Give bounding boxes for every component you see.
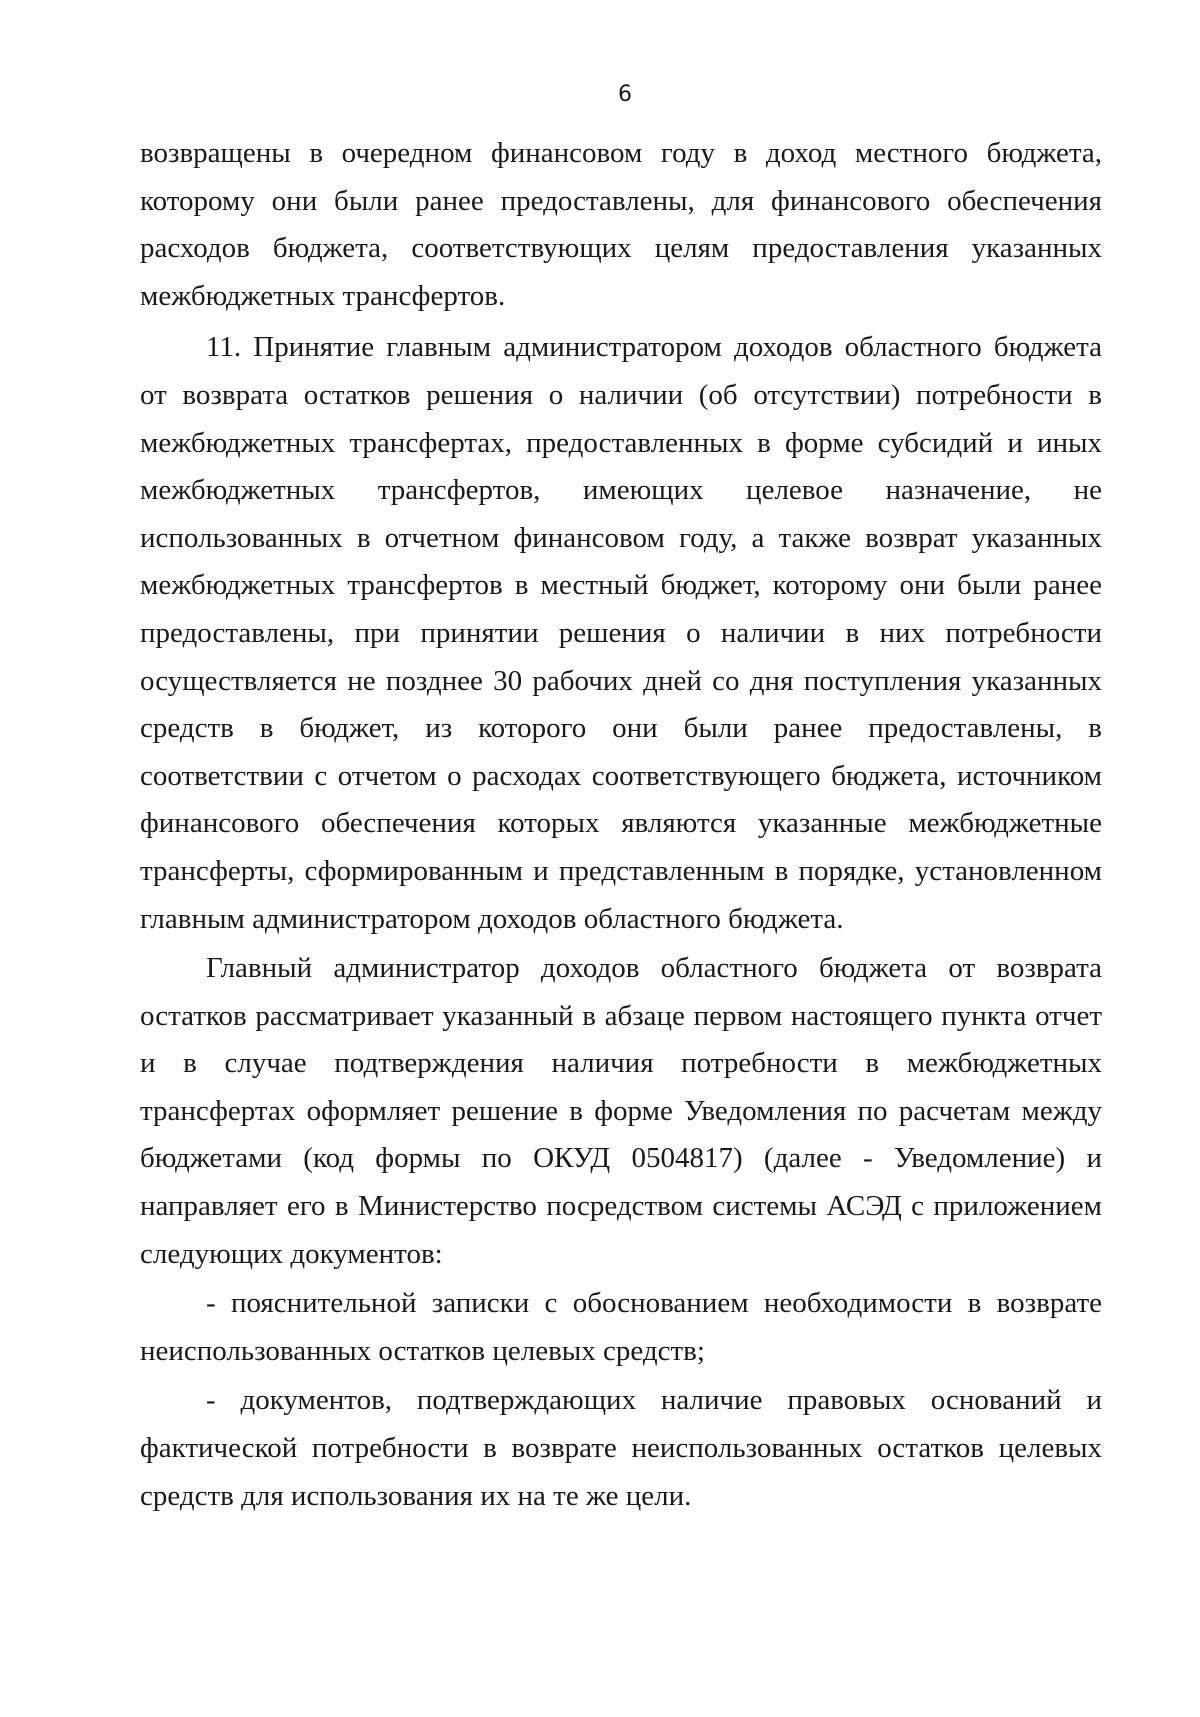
page-number: 6 (618, 82, 632, 107)
paragraph-continuation: возвращены в очередном финансовом году в доход местного бюджета, которому они были ранее предоставлены, для финансового обеспечения расходов бюджета, соответствующих целям предоставления указанных межбюджетных трансфертов. (140, 137, 1102, 312)
document-body (140, 130, 1102, 1520)
list-item-explanatory-note: - пояснительной записки с обоснованием необходимости в возврате неиспользованных остатков целевых средств; (140, 1287, 1102, 1367)
paragraph-item-11: 11. Принятие главным администратором доходов областного бюджета от возврата остатков решения о наличии (об отсутствии) потребности в межбюджетных трансфертах, предоставленных в форме субсидий и иных межбюджетных трансфертов, имеющих целевое назначение, не использованных в отчетном финансовом году, а также возврат указанных межбюджетных трансфертов в местный бюджет, которому они были ранее предоставлены, при принятии решения о наличии в них потребности осуществляется не позднее 30 рабочих дней со дня поступления указанных средств в бюджет, из которого они были ранее предоставлены, в соответствии с отчетом о расходах соответствующего бюджета, источником финансового обеспечения которых являются указанные межбюджетные трансферты, сформированным и представленным в порядке, установленном главным администратором доходов областного бюджета. (140, 331, 1102, 935)
list-item-supporting-documents: - документов, подтверждающих наличие правовых оснований и фактической потребности в возврате неиспользованных остатков целевых средств для использования их на те же цели. (140, 1384, 1102, 1512)
paragraph-administrator-review: Главный администратор доходов областного бюджета от возврата остатков рассматривает указанный в абзаце первом настоящего пункта отчет и в случае подтверждения наличия потребности в межбюджетных трансфертах оформляет решение в форме Уведомления по расчетам между бюджетами (код формы по ОКУД 0504817) (далее - Уведомление) и направляет его в Министерство посредством системы АСЭД с приложением следующих документов: (140, 952, 1102, 1270)
